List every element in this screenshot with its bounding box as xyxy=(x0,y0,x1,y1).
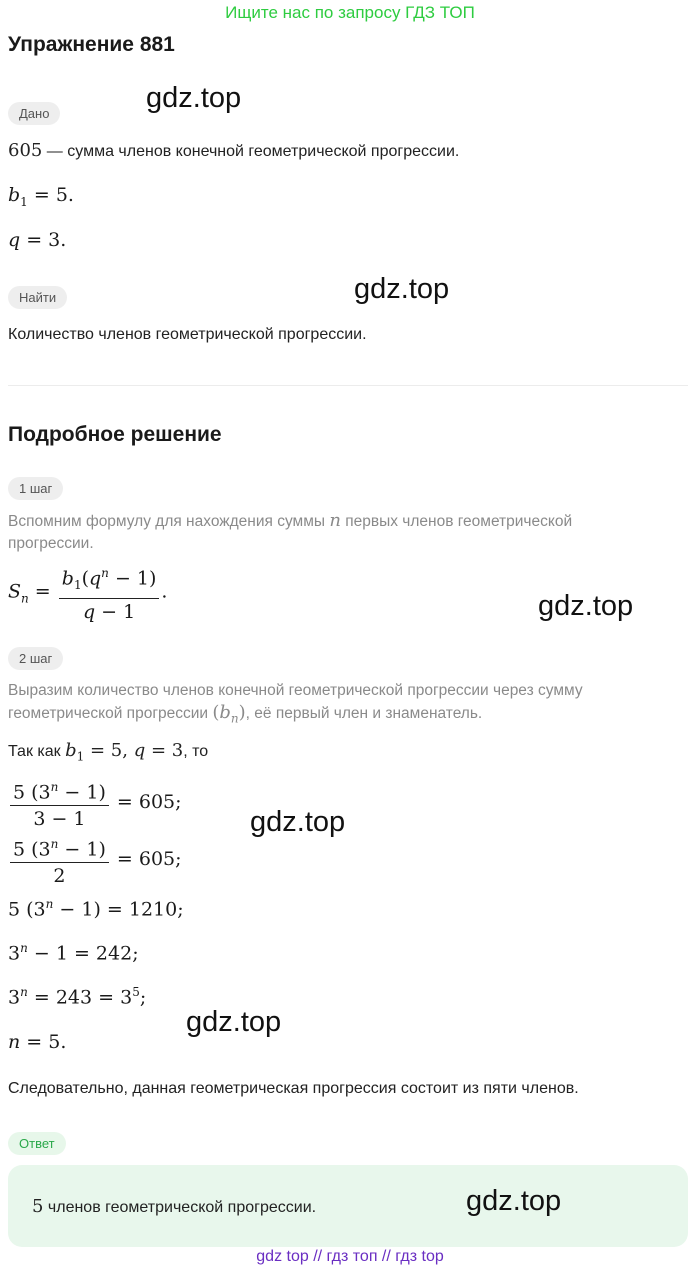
step2-text: Выразим количество членов конечной геометрической прогрессии через сумму геометрической прогрессии $(b_n)$, её первый член и знаменатель. xyxy=(8,682,583,726)
answer-pill: Ответ xyxy=(8,1132,66,1155)
watermark: gdz.top xyxy=(146,82,242,114)
given-q: q = 3. xyxy=(8,229,67,251)
answer-section xyxy=(8,1132,66,1155)
find-pill: Найти xyxy=(8,286,67,309)
find-section xyxy=(8,286,67,309)
given-pill: Дано xyxy=(8,102,60,125)
watermark: gdz.top xyxy=(538,590,634,622)
watermark: gdz.top xyxy=(186,1006,282,1038)
watermark: gdz.top xyxy=(250,806,346,838)
footer-links[interactable]: gdz top // гдз топ // гдз top xyxy=(256,1248,444,1265)
so-line: Так как $b_1 = 5$, q = 3, то xyxy=(8,740,209,764)
sum-formula: $S_n$ = $\frac{b_1(q^n - 1)}{q - 1}$ . xyxy=(8,562,167,623)
equation-1: $\frac{5 (3^n - 1)}{3 - 1}$ = 605; xyxy=(8,776,182,830)
equation-2: $\frac{5 (3^n - 1)}{2}$ = 605; xyxy=(8,833,182,887)
answer-text: 5 членов геометрической прогрессии. xyxy=(32,1196,317,1217)
find-text: Количество членов геометрической прогрессии. xyxy=(8,326,367,343)
equation-3: 5 $(3^n - 1) = 1210$; xyxy=(8,897,184,921)
top-banner[interactable]: Ищите нас по запросу ГДЗ ТОП xyxy=(225,3,475,22)
step1-text: Вспомним формулу для нахождения суммы n первых членов геометрической прогрессии. xyxy=(8,510,573,552)
given-b1: $b_1 = 5$. xyxy=(8,184,74,209)
given-line-sum: 605 — сумма членов конечной геометрической прогрессии. xyxy=(8,140,460,161)
equation-5: $3^n = 243 = 3^5$; xyxy=(8,985,147,1009)
watermark: gdz.top xyxy=(354,273,450,305)
conclusion-text: Следовательно, данная геометрическая прогрессия состоит из пяти членов. xyxy=(8,1080,579,1097)
equation-6: n = 5. xyxy=(8,1031,67,1053)
solution-title: Подробное решение xyxy=(8,423,222,446)
given-section xyxy=(8,102,60,125)
exercise-title: Упражнение 881 xyxy=(8,33,175,56)
divider xyxy=(8,385,688,386)
watermark: gdz.top xyxy=(466,1185,562,1217)
equation-4: $3^n - 1 = 242$; xyxy=(8,941,139,965)
step2-pill: 2 шаг xyxy=(8,647,63,670)
step1-section xyxy=(8,477,63,500)
step1-pill: 1 шаг xyxy=(8,477,63,500)
step2-section xyxy=(8,647,63,670)
